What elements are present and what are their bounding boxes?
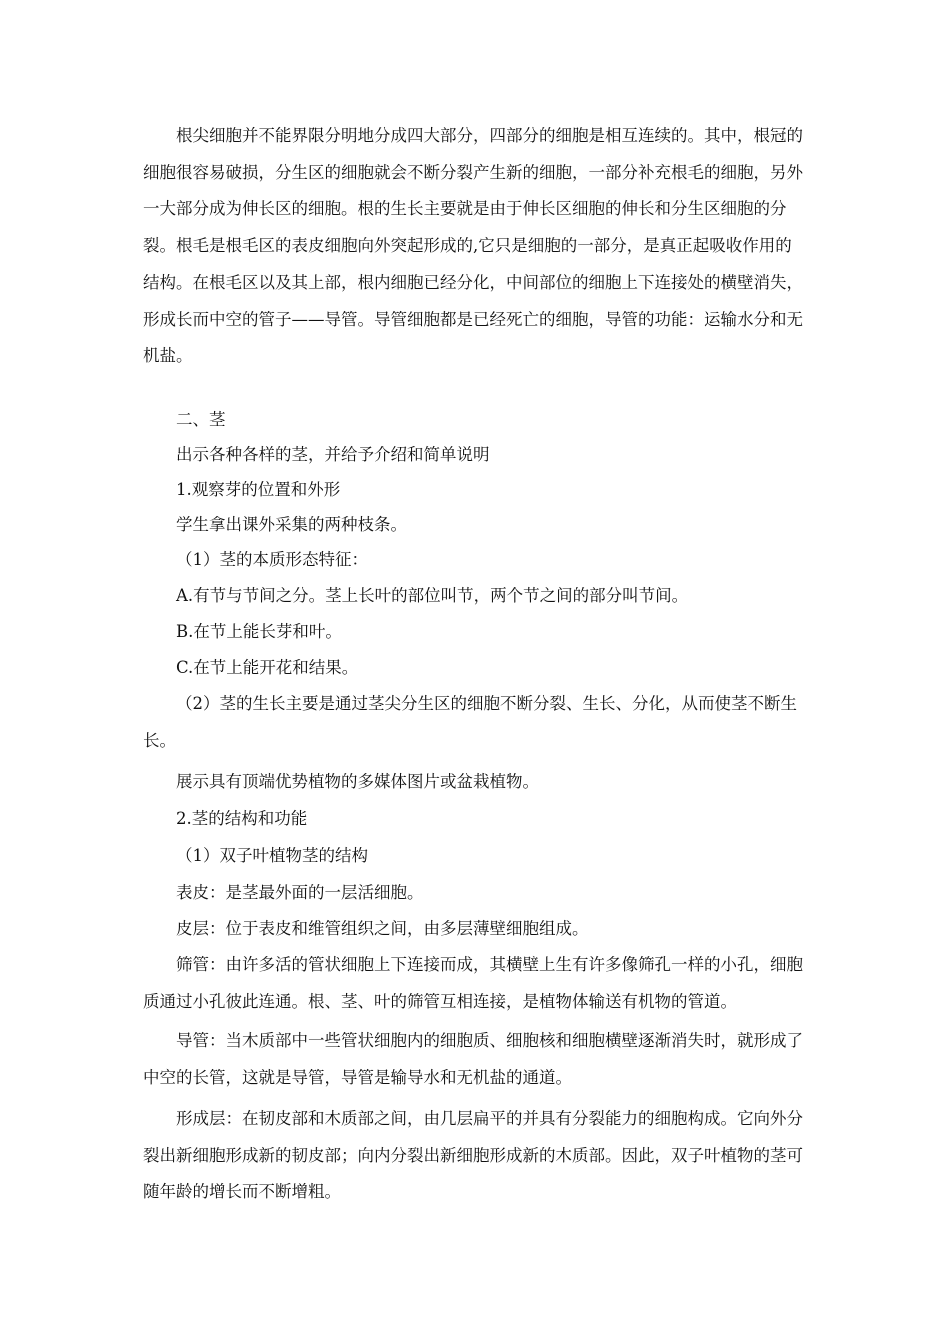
paragraph-epidermis: 表皮：是茎最外面的一层活细胞。 [176, 883, 424, 902]
item-c-flowers-fruit: C.在节上能开花和结果。 [176, 658, 359, 677]
paragraph-show-stems: 出示各种各样的茎，并给予介绍和简单说明 [176, 445, 490, 464]
subheading-stem-structure: 2.茎的结构和功能 [176, 809, 308, 828]
paragraph-apical-dominance: 展示具有顶端优势植物的多媒体图片或盆栽植物。 [176, 772, 539, 791]
paragraph-vessel: 导管：当木质部中一些管状细胞内的细胞质、细胞核和细胞横壁逐渐消失时，就形成了中空的长管，这就是导管，导管是输导水和无机盐的通道。 [143, 1031, 803, 1087]
paragraph-root-tip-cells: 根尖细胞并不能界限分明地分成四大部分，四部分的细胞是相互连续的。其中，根冠的细胞很容易破损，分生区的细胞就会不断分裂产生新的细胞，一部分补充根毛的细胞，另外一大部分成为伸长区的细胞。根的生长主要就是由于伸长区细胞的伸长和分生区细胞的分裂。根毛是根毛区的表皮细胞向外突起形成的,它只是细胞的一部分，是真正起吸收作用的结构。在根毛区以及其上部，根内细胞已经分化，中间部位的细胞上下连接处的横壁消失，形成长而中空的管子——导管。导管细胞都是已经死亡的细胞，导管的功能：运输水分和无机盐。 [143, 126, 803, 366]
paragraph-cambium: 形成层：在韧皮部和木质部之间，由几层扁平的并具有分裂能力的细胞构成。它向外分裂出新细胞形成新的韧皮部；向内分裂出新细胞形成新的木质部。因此，双子叶植物的茎可随年龄的增长而不断增粗。 [143, 1109, 803, 1202]
item-stem-growth: （2）茎的生长主要是通过茎尖分生区的细胞不断分裂、生长、分化，从而使茎不断生长。 [143, 694, 797, 750]
paragraph-students-branches: 学生拿出课外采集的两种枝条。 [176, 515, 407, 534]
paragraph-sieve-tube: 筛管：由许多活的管状细胞上下连接而成，其横壁上生有许多像筛孔一样的小孔，细胞质通过小孔彼此连通。根、茎、叶的筛管互相连接，是植物体输送有机物的管道。 [143, 955, 803, 1011]
item-a-nodes: A.有节与节间之分。茎上长叶的部位叫节，两个节之间的部分叫节间。 [176, 586, 689, 605]
subheading-observe-bud: 1.观察芽的位置和外形 [176, 480, 341, 499]
item-b-buds-leaves: B.在节上能长芽和叶。 [176, 622, 342, 641]
section-heading-stem: 二、茎 [176, 410, 226, 429]
item-dicot-stem: （1）双子叶植物茎的结构 [176, 846, 368, 865]
item-stem-features: （1）茎的本质形态特征： [176, 550, 368, 569]
paragraph-cortex: 皮层：位于表皮和维管组织之间，由多层薄壁细胞组成。 [176, 919, 589, 938]
